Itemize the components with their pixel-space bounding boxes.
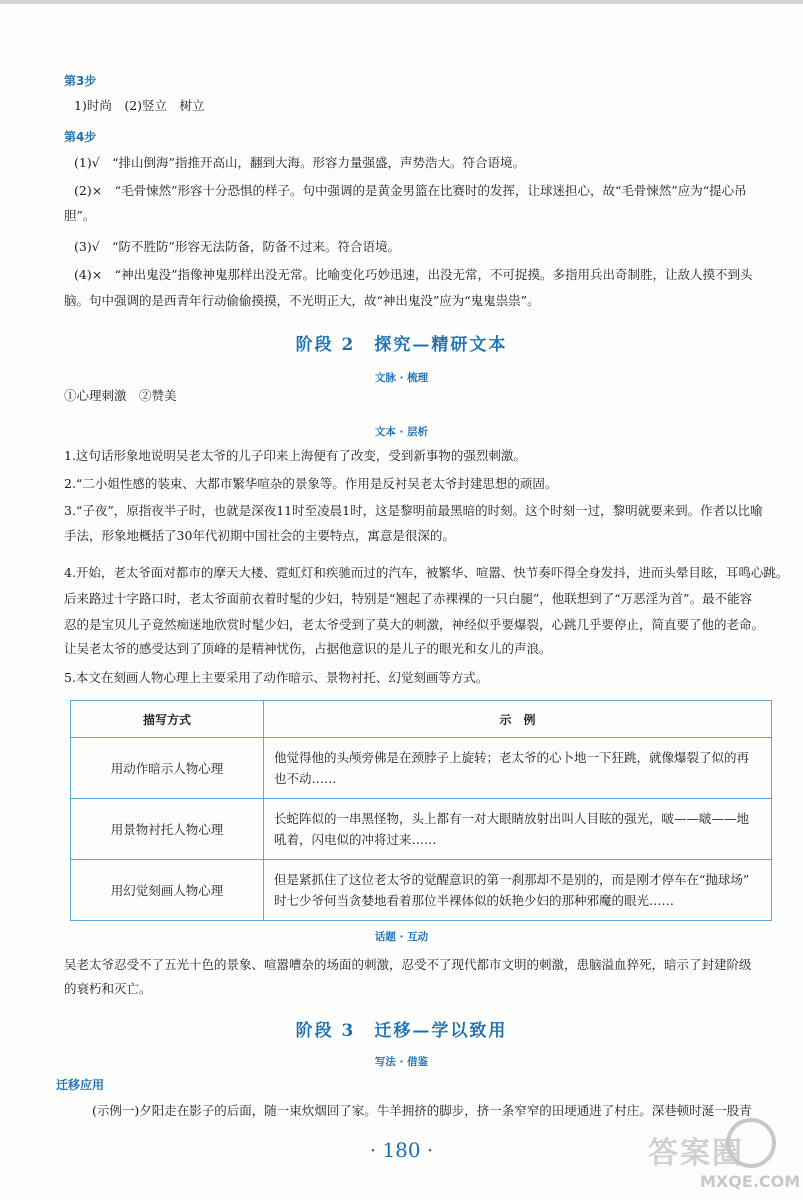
watermark-text: 答案圈 [648,1136,744,1171]
analysis-item-3b: 手法，形象地概括了30年代初期中国社会的主要特点，寓意是很深的。 [64,528,455,543]
analysis-item-5: 5.本文在刻画人物心理上主要采用了动作暗示、景物衬托、幻觉刻画等方式。 [64,670,489,685]
analysis-item-4c: 忍的是宝贝儿子竟然痴迷地欣赏时髦少妇，老太爷受到了莫大的刺激，神经似乎要爆裂，心跳几乎要停止，简直要了他的老命。 [64,617,765,632]
topic-line-2: 的衰朽和灭亡。 [64,981,152,996]
stage3-title: 阶段 3 迁移—学以致用 [295,1021,508,1041]
step4-line-6: 脑。句中强调的是西青年行动偷偷摸摸，不光明正大，故“神出鬼没”应为“鬼鬼祟祟”。 [64,293,540,308]
example-line: 时七少爷何当贪婪地看着那位半裸体似的妖艳少妇的那种邪魔的眼光…… [274,893,675,908]
step4-line-1: (1)√ “排山倒海”指推开高山，翻到大海。形容力量强盛，声势浩大。符合语境。 [74,155,525,170]
watermark-url: MXQE.COM [700,1172,801,1191]
transfer-example-line: (示例一)夕阳走在影子的后面，随一束炊烟回了家。牛羊拥挤的脚步，挤一条窄窄的田埂通进了村庄。深巷顿时涎一股青 [92,1103,752,1118]
description-method-table [70,700,772,921]
step4-title: 第4步 [64,130,97,144]
page-number: · 180 · [369,1138,434,1162]
analysis-item-3a: 3.“子夜”，原指夜半子时，也就是深夜11时至凌晨1时，这是黎明前最黑暗的时刻。这个时刻一过，黎明就要来到。作者以比喻 [64,503,763,518]
analysis-item-2: 2.“二小姐性感的装束、大都市繁华喧杂的景象等。作用是反衬吴老太爷封建思想的顽固。 [64,476,558,491]
table-header-example: 示 例 [264,701,772,738]
table-cell-example [264,799,772,860]
stage3-subhead-writing: 写法 · 借鉴 [374,1056,429,1068]
table-cell-example [264,738,772,799]
table-row [71,799,772,860]
scan-top-edge [0,0,803,4]
table-header-row [71,701,772,738]
table-cell-method: 用动作暗示人物心理 [71,738,264,799]
stage2-title: 阶段 2 探究—精研文本 [295,335,508,355]
analysis-item-1: 1.这句话形象地说明吴老太爷的儿子印来上海便有了改变，受到新事物的强烈刺激。 [64,448,526,463]
example-line: 吼着，闪电似的冲将过来…… [274,832,437,847]
step4-line-4: (3)√ “防不胜防”形容无法防备，防备不过来。符合语境。 [74,239,400,254]
analysis-item-4d: 让吴老太爷的感受达到了顶峰的是精神忧伤，占据他意识的是儿子的眼光和女儿的声浪。 [64,641,552,656]
example-line: 但是紧抓住了这位老太爷的觉醒意识的第一刹那却不是别的，而是刚才停车在“抛球场” [274,872,750,887]
stage2-context-answer: ①心理刺激 ②赞美 [64,388,177,403]
table-cell-example [264,860,772,921]
example-line: 长蛇阵似的一串黑怪物，头上都有一对大眼睛放射出叫人目眩的强光，啵——啵——地 [274,811,750,826]
step4-line-2: (2)× “毛骨悚然”形容十分恐惧的样子。句中强调的是黄金男篮在比赛时的发挥，让球迷担心，故“毛骨悚然”应为“提心吊 [74,183,747,198]
stage2-subhead-analysis: 文本 · 层析 [374,426,429,438]
table-cell-method: 用幻觉刻画人物心理 [71,860,264,921]
table-row [71,860,772,921]
analysis-item-4a: 4.开始，老太爷面对都市的摩天大楼、霓虹灯和疾驰而过的汽车，被繁华、喧嚣、快节奏吓得全身发抖，进而头晕目眩，耳鸣心跳。 [64,565,789,580]
table-header-method: 描写方式 [71,701,264,738]
watermark-logo-icon [726,1118,776,1168]
step3-answer: 1)时尚 (2)竖立 树立 [74,98,205,113]
stage2-subhead-topic: 话题 · 互动 [374,931,429,943]
table-row [71,738,772,799]
step3-title: 第3步 [64,74,97,88]
table-cell-method: 用景物衬托人物心理 [71,799,264,860]
step4-line-3: 胆”。 [64,208,96,223]
analysis-item-4b: 后来路过十字路口时，老太爷面前衣着时髦的少妇，特别是“翘起了赤裸裸的一只白腿”，他联想到了“万恶淫为首”。最不能容 [64,591,753,606]
step4-line-5: (4)× “神出鬼没”指像神鬼那样出没无常。比喻变化巧妙迅速，出没无常，不可捉摸。多指用兵出奇制胜，让敌人摸不到头 [74,267,753,282]
transfer-section-title: 迁移应用 [56,1078,105,1092]
example-line: 也不动…… [274,771,337,786]
topic-line-1: 吴老太爷忍受不了五光十色的景象、喧嚣嘈杂的场面的刺激，忍受不了现代都市文明的刺激，患脑溢血猝死，暗示了封建阶级 [64,957,752,972]
example-line: 他觉得他的头颅旁佛是在颈脖子上旋转；老太爷的心卜地一下狂跳，就像爆裂了似的再 [274,750,750,765]
stage2-subhead-context: 文脉 · 梳理 [374,372,429,384]
